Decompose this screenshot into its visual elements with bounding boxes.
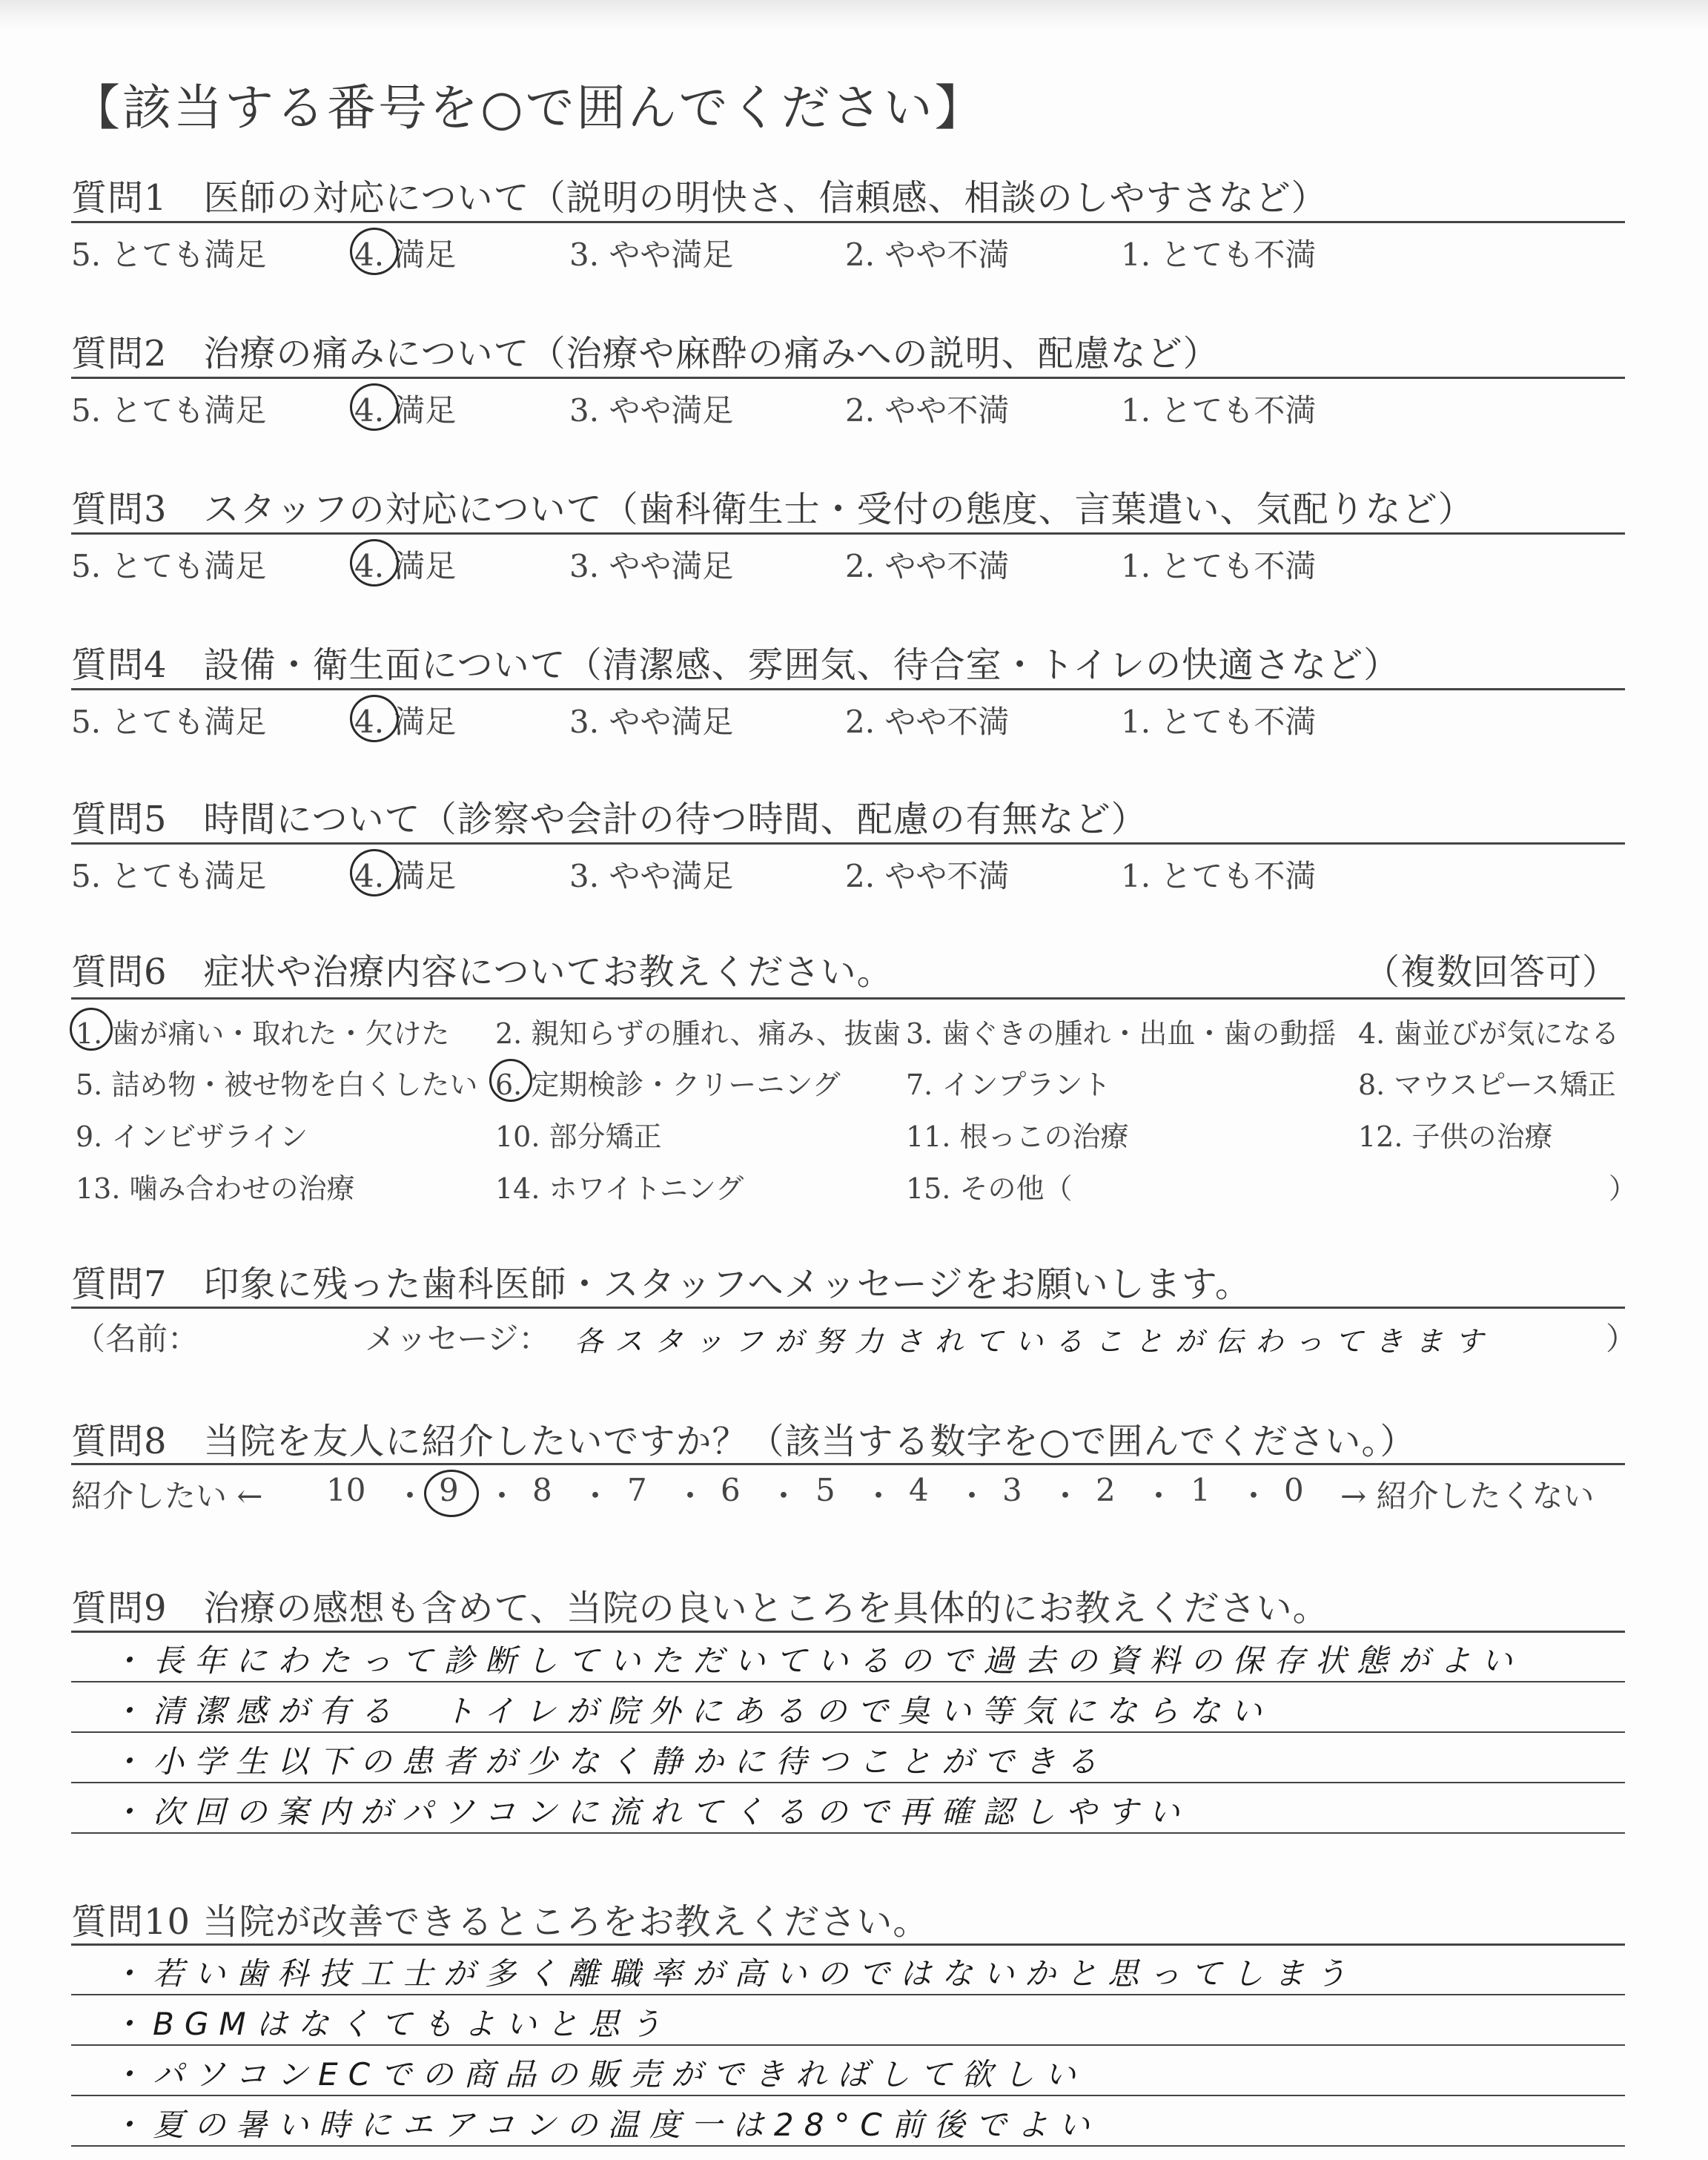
- q8-right-label: → 紹介したくない: [1340, 1478, 1595, 1514]
- scan-edge-shadow: [0, 0, 1708, 30]
- q5-title: 質問5 時間について（診察や会計の待つ時間、配慮の有無など）: [71, 799, 1148, 840]
- q9-answer-rule: [71, 1782, 1625, 1783]
- q6-option[interactable]: ）: [1609, 1172, 1638, 1205]
- q3-option[interactable]: 2. やや不満: [845, 548, 1010, 584]
- q10-answer: ・BGMはなくてもよいと思う: [111, 2006, 672, 2042]
- q8-scale-number[interactable]: 6: [721, 1472, 741, 1508]
- q4-selection-circle: [350, 695, 399, 742]
- q2-option[interactable]: 1. とても不満: [1121, 392, 1317, 429]
- q5-option-selected[interactable]: 4. 満足: [354, 858, 457, 894]
- q6-option[interactable]: 2. 親知らずの腫れ、痛み、抜歯: [495, 1017, 901, 1050]
- q4-option[interactable]: 5. とても満足: [71, 704, 267, 740]
- q9-answer-rule: [71, 1832, 1625, 1834]
- q8-scale-dot: ・: [768, 1478, 800, 1514]
- q8-scale-number[interactable]: 5: [815, 1472, 835, 1508]
- q2-title: 質問2 治療の痛みについて（治療や麻酔の痛みへの説明、配慮など）: [71, 333, 1219, 374]
- q2-option[interactable]: 5. とても満足: [71, 392, 267, 429]
- q10-answer-rule: [71, 1994, 1625, 1995]
- q1-title: 質問1 医師の対応について（説明の明快さ、信頼感、相談のしやすさなど）: [71, 177, 1328, 219]
- q9-answer-rule: [71, 1681, 1625, 1682]
- q4-option[interactable]: 2. やや不満: [845, 704, 1010, 740]
- q8-scale-number[interactable]: 10: [326, 1472, 366, 1508]
- q1-option[interactable]: 2. やや不満: [845, 237, 1010, 273]
- q8-scale-number[interactable]: 0: [1284, 1472, 1304, 1508]
- q6-title: 質問6 症状や治療内容についてお教えください。: [71, 951, 893, 993]
- q4-option-selected[interactable]: 4. 満足: [354, 704, 457, 740]
- q7-message-label: メッセージ：: [365, 1321, 550, 1357]
- q1-option[interactable]: 5. とても満足: [71, 237, 267, 273]
- q8-scale-dot: ・: [675, 1478, 706, 1514]
- q7-name-label: （名前：: [74, 1321, 199, 1357]
- q8-scale-dot: ・: [1238, 1478, 1270, 1514]
- q7-close-paren: ）: [1606, 1321, 1638, 1357]
- q7-message: 各スタッフが努力されていることが伝わってきます: [575, 1325, 1495, 1358]
- q6-note: （複数回答可）: [1364, 951, 1619, 993]
- q2-option[interactable]: 2. やや不満: [845, 392, 1010, 429]
- q7-rule: [71, 1307, 1625, 1309]
- q6-rule: [71, 997, 1625, 1000]
- q3-title: 質問3 スタッフの対応について（歯科衛生士・受付の態度、言葉遣い、気配りなど）: [71, 489, 1474, 530]
- q2-selection-circle: [350, 383, 399, 431]
- q1-option[interactable]: 1. とても不満: [1121, 237, 1317, 273]
- q2-option[interactable]: 3. やや満足: [569, 392, 734, 429]
- q6-option-selected[interactable]: 1. 歯が痛い・取れた・欠けた: [76, 1017, 450, 1050]
- q5-option[interactable]: 2. やや不満: [845, 858, 1010, 894]
- q1-selection-circle: [350, 228, 399, 275]
- q9-answer: ・小学生以下の患者が少なく静かに待つことができる: [111, 1743, 1108, 1780]
- q9-answer-rule: [71, 1731, 1625, 1733]
- q6-option[interactable]: 10. 部分矯正: [495, 1120, 662, 1153]
- q10-answer: ・パソコンECでの商品の販売ができればして欲しい: [111, 2056, 1087, 2093]
- q10-rule: [71, 1943, 1625, 1946]
- q8-scale-dot: ・: [863, 1478, 895, 1514]
- q8-scale-dot: ・: [580, 1478, 612, 1514]
- q5-option[interactable]: 3. やや満足: [569, 858, 734, 894]
- q8-scale-dot: ・: [1143, 1478, 1175, 1514]
- q8-scale-number[interactable]: 2: [1096, 1472, 1116, 1508]
- q3-rule: [71, 532, 1625, 535]
- q4-option[interactable]: 3. やや満足: [569, 704, 734, 740]
- q4-option[interactable]: 1. とても不満: [1121, 704, 1317, 740]
- q8-scale-dot: ・: [486, 1478, 518, 1514]
- q10-answer: ・夏の暑い時にエアコンの温度一は28°C前後でよい: [111, 2107, 1100, 2143]
- q10-answer-rule: [71, 2044, 1625, 2046]
- q6-selection-circle: [489, 1059, 532, 1102]
- q6-option[interactable]: 8. マウスピース矯正: [1358, 1069, 1616, 1101]
- q8-scale-number[interactable]: 3: [1002, 1472, 1022, 1508]
- q8-rule: [71, 1463, 1625, 1465]
- q3-selection-circle: [350, 539, 399, 587]
- q1-rule: [71, 221, 1625, 223]
- q5-selection-circle: [350, 849, 399, 896]
- q6-option[interactable]: 9. インビザライン: [76, 1120, 308, 1153]
- q6-option[interactable]: 12. 子供の治療: [1358, 1120, 1553, 1153]
- q9-answer: ・次回の案内がパソコンに流れてくるので再確認しやすい: [111, 1794, 1191, 1830]
- q9-rule: [71, 1631, 1625, 1633]
- q10-answer-rule: [71, 2145, 1625, 2147]
- q6-option[interactable]: 3. 歯ぐきの腫れ・出血・歯の動揺: [906, 1017, 1337, 1050]
- q1-option-selected[interactable]: 4. 満足: [354, 237, 457, 273]
- q3-option[interactable]: 5. とても満足: [71, 548, 267, 584]
- q10-answer-rule: [71, 2095, 1625, 2096]
- q6-option[interactable]: 15. その他（: [906, 1172, 1073, 1205]
- q7-title: 質問7 印象に残った歯科医師・スタッフへメッセージをお願いします。: [71, 1264, 1251, 1305]
- q8-selection-circle: [424, 1470, 479, 1517]
- q2-rule: [71, 377, 1625, 379]
- q8-left-label: 紹介したい ←: [71, 1478, 263, 1514]
- q3-option[interactable]: 1. とても不満: [1121, 548, 1317, 584]
- q8-scale-number[interactable]: 1: [1191, 1472, 1211, 1508]
- q6-option[interactable]: 5. 詰め物・被せ物を白くしたい: [76, 1069, 478, 1101]
- q8-scale-number[interactable]: 7: [627, 1472, 647, 1508]
- q3-option[interactable]: 3. やや満足: [569, 548, 734, 584]
- q8-scale-dot: ・: [956, 1478, 988, 1514]
- q5-rule: [71, 842, 1625, 845]
- q5-option[interactable]: 5. とても満足: [71, 858, 267, 894]
- q2-option-selected[interactable]: 4. 満足: [354, 392, 457, 429]
- q9-title: 質問9 治療の感想も含めて、当院の良いところを具体的にお教えください。: [71, 1588, 1329, 1629]
- q1-option[interactable]: 3. やや満足: [569, 237, 734, 273]
- q8-scale-dot: ・: [1050, 1478, 1082, 1514]
- q4-title: 質問4 設備・衛生面について（清潔感、雰囲気、待合室・トイレの快適さなど）: [71, 644, 1400, 686]
- q6-option-selected[interactable]: 6. 定期検診・クリーニング: [495, 1069, 841, 1101]
- q6-option[interactable]: 4. 歯並びが気になる: [1358, 1017, 1620, 1050]
- q8-scale-dot: ・: [394, 1478, 426, 1514]
- q10-title: 質問10 当院が改善できるところをお教えください。: [71, 1901, 930, 1943]
- q3-option-selected[interactable]: 4. 満足: [354, 548, 457, 584]
- q9-answer: ・清潔感が有る トイレが院外にあるので臭い等気にならない: [111, 1693, 1272, 1729]
- q6-option[interactable]: 14. ホワイトニング: [495, 1172, 744, 1205]
- q10-answer: ・若い歯科技工士が多く離職率が高いのではないかと思ってしまう: [111, 1955, 1357, 1992]
- q8-scale-number[interactable]: 8: [532, 1472, 552, 1508]
- q6-option[interactable]: 7. インプラント: [906, 1069, 1111, 1101]
- q9-answer: ・長年にわたって診断していただいているので過去の資料の保存状態がよい: [111, 1642, 1523, 1679]
- instruction-heading: 【該当する番号を○で囲んでください】: [71, 79, 986, 136]
- q8-scale-number[interactable]: 4: [909, 1472, 929, 1508]
- q6-option[interactable]: 13. 噛み合わせの治療: [76, 1172, 355, 1205]
- q5-option[interactable]: 1. とても不満: [1121, 858, 1317, 894]
- q6-option[interactable]: 11. 根っこの治療: [906, 1120, 1129, 1153]
- q8-scale-selected[interactable]: 9: [439, 1472, 459, 1508]
- q6-selection-circle: [70, 1008, 113, 1051]
- q8-title: 質問8 当院を友人に紹介したいですか？（該当する数字を○で囲んでください。）: [71, 1421, 1417, 1462]
- q4-rule: [71, 688, 1625, 690]
